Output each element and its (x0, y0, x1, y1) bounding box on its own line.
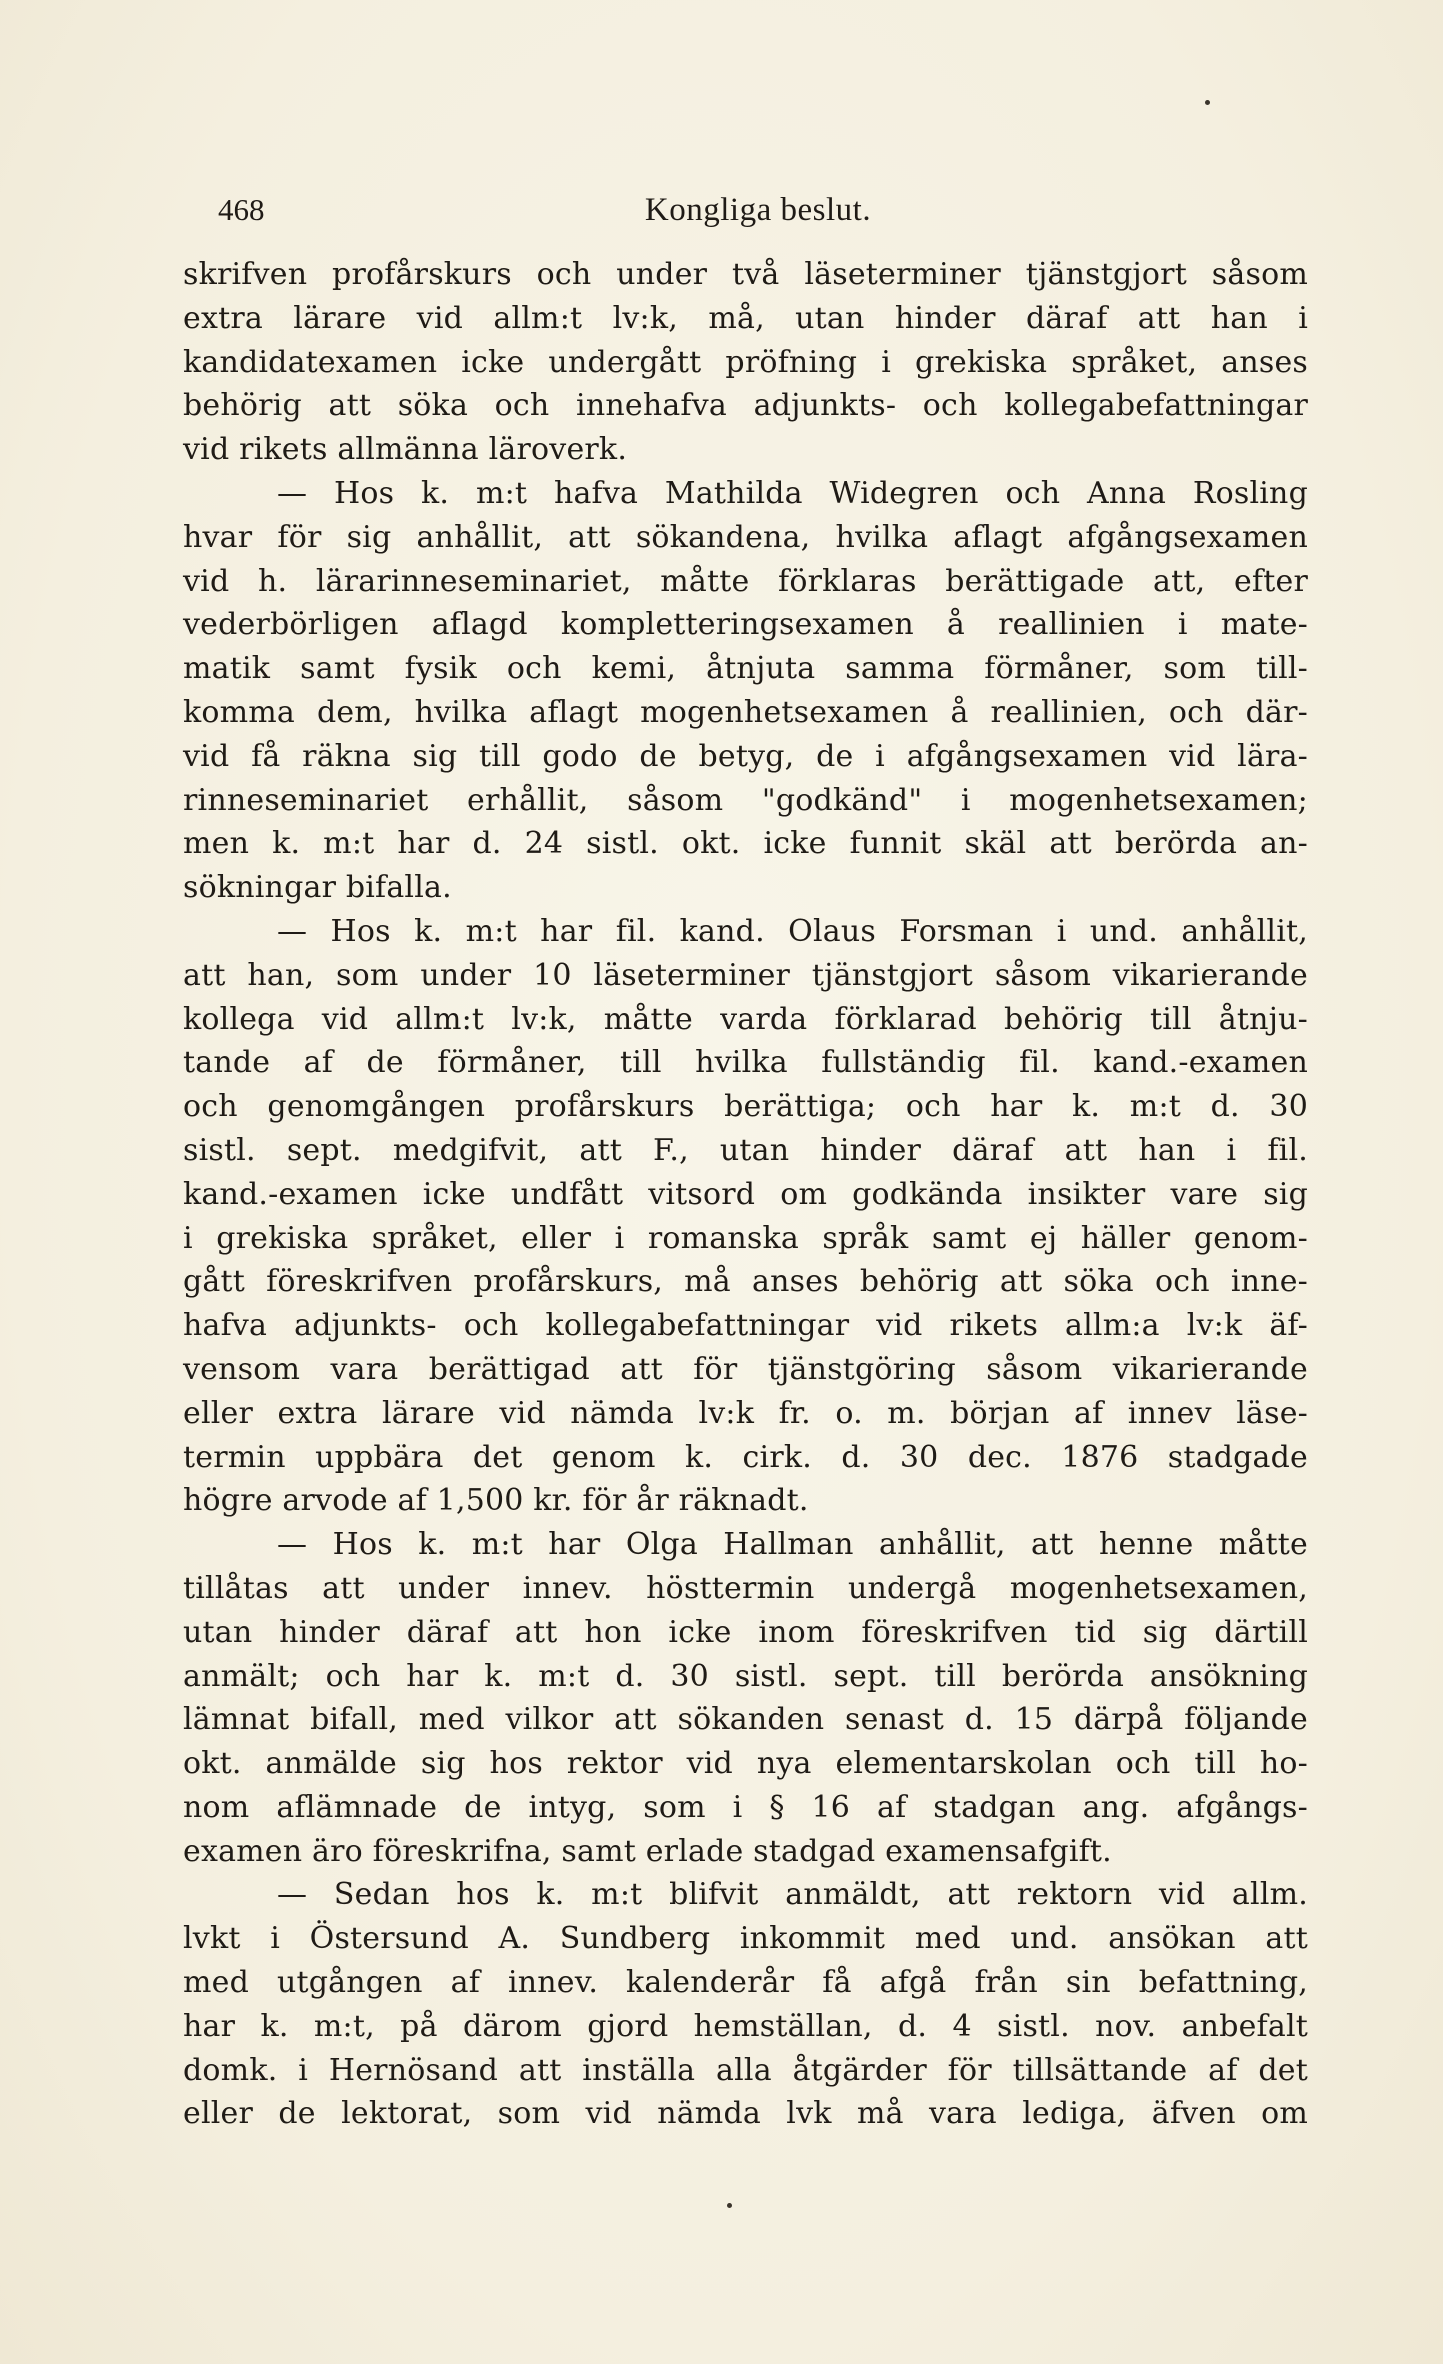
text-line: — Hos k. m:t har Olga Hallman anhållit, att henne måtte (277, 1527, 1308, 1563)
text-line: anmält; och har k. m:t d. 30 sistl. sept. till berörda ansökning (183, 1658, 1308, 1694)
text-line: domk. i Hernösand att inställa alla åtgärder för tillsättande af det (183, 2052, 1308, 2088)
print-speck (1205, 100, 1210, 105)
text-line: rinneseminariet erhållit, såsom "godkänd" i mogenhetsexamen; (183, 782, 1308, 818)
page-number: 468 (218, 192, 265, 227)
text-line: komma dem, hvilka aflagt mogenhetsexamen å reallinien, och där- (183, 694, 1308, 730)
text-line: matik samt fysik och kemi, åtnjuta samma förmåner, som till- (183, 651, 1308, 687)
text-line: att han, som under 10 läseterminer tjänstgjort såsom vikarierande (183, 957, 1308, 993)
text-line: hvar för sig anhållit, att sökandena, hvilka aflagt afgångsexamen (183, 519, 1308, 555)
text-line: lvkt i Östersund A. Sundberg inkommit med und. ansökan att (183, 1921, 1308, 1957)
text-line: vederbörligen aflagd kompletteringsexamen å reallinien i mate- (183, 607, 1308, 643)
text-line: sistl. sept. medgifvit, att F., utan hinder däraf att han i fil. (183, 1132, 1308, 1168)
text-line: tillåtas att under innev. hösttermin undergå mogenhetsexamen, (183, 1570, 1308, 1606)
text-line: — Hos k. m:t hafva Mathilda Widegren och Anna Rosling (277, 475, 1308, 511)
text-line: sökningar bifalla. (183, 870, 452, 906)
text-line: eller de lektorat, som vid nämda lvk må vara lediga, äfven om (183, 2096, 1308, 2132)
text-line: vid rikets allmänna läroverk. (183, 432, 628, 468)
text-line: och genomgången profårskurs berättiga; och har k. m:t d. 30 (183, 1089, 1308, 1125)
text-line: vid h. lärarinneseminariet, måtte förklaras berättigade att, efter (183, 563, 1308, 599)
page-header (218, 192, 1298, 236)
text-line: lämnat bifall, med vilkor att sökanden senast d. 15 därpå följande (183, 1702, 1308, 1738)
text-line: termin uppbära det genom k. cirk. d. 30 dec. 1876 stadgade (183, 1439, 1308, 1475)
text-line: examen äro föreskrifna, samt erlade stadgad examensafgift. (183, 1833, 1112, 1869)
body-text (183, 253, 1308, 2136)
text-line: men k. m:t har d. 24 sistl. okt. icke funnit skäl att berörda an- (183, 826, 1308, 862)
text-line: extra lärare vid allm:t lv:k, må, utan hinder däraf att han i (183, 300, 1308, 336)
text-line: okt. anmälde sig hos rektor vid nya elementarskolan och till ho- (183, 1746, 1308, 1782)
text-line: — Sedan hos k. m:t blifvit anmäldt, att rektorn vid allm. (277, 1877, 1308, 1913)
running-head: Kongliga beslut. (644, 192, 872, 228)
text-line: — Hos k. m:t har fil. kand. Olaus Forsman i und. anhållit, (277, 913, 1308, 949)
text-line: vensom vara berättigad att för tjänstgöring såsom vikarierande (183, 1351, 1308, 1387)
text-line: behörig att söka och innehafva adjunkts- och kollegabefattningar (183, 388, 1308, 424)
text-line: nom aflämnade de intyg, som i § 16 af stadgan ang. afgångs- (183, 1789, 1308, 1825)
text-line: i grekiska språket, eller i romanska språk samt ej häller genom- (183, 1220, 1308, 1256)
text-line: utan hinder däraf att hon icke inom föreskrifven tid sig därtill (183, 1614, 1308, 1650)
text-line: kand.-examen icke undfått vitsord om godkända insikter vare sig (183, 1176, 1308, 1212)
text-line: har k. m:t, på därom gjord hemställan, d. 4 sistl. nov. anbefalt (183, 2008, 1308, 2044)
text-line: skrifven profårskurs och under två läseterminer tjänstgjort såsom (183, 257, 1308, 292)
text-line: kollega vid allm:t lv:k, måtte varda förklarad behörig till åtnju- (183, 1001, 1308, 1037)
text-line: hafva adjunkts- och kollegabefattningar vid rikets allm:a lv:k äf- (183, 1308, 1308, 1344)
text-line: högre arvode af 1,500 kr. för år räknadt. (183, 1483, 809, 1519)
text-line: med utgången af innev. kalenderår få afgå från sin befattning, (183, 1965, 1308, 2001)
text-line: kandidatexamen icke undergått pröfning i grekiska språket, anses (183, 344, 1308, 380)
text-line: eller extra lärare vid nämda lv:k fr. o. m. början af innev läse- (183, 1395, 1308, 1431)
text-line: gått föreskrifven profårskurs, må anses behörig att söka och inne- (183, 1264, 1308, 1300)
text-line: tande af de förmåner, till hvilka fullständig fil. kand.-examen (183, 1045, 1308, 1081)
text-line: vid få räkna sig till godo de betyg, de i afgångsexamen vid lära- (183, 738, 1308, 774)
print-speck (727, 2203, 732, 2208)
